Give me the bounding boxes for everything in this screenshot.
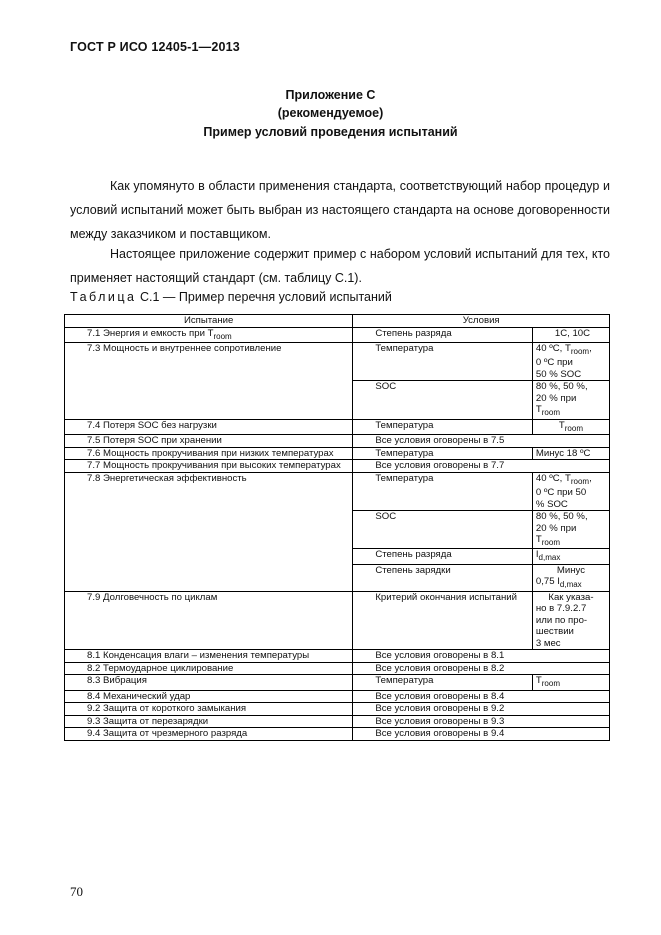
condition-cell: Критерий окончания испытаний [353, 591, 533, 650]
table-row [65, 728, 610, 741]
table-row [65, 419, 610, 434]
table-row [65, 690, 610, 703]
paragraph-1 [70, 174, 610, 246]
condition-cell: Все условия оговорены в 9.3 [353, 715, 610, 728]
condition-cell: Все условия оговорены в 7.7 [353, 460, 610, 473]
table-row [65, 650, 610, 663]
value-cell: 80 %, 50 %, 20 % при $T_{room}$ [532, 381, 609, 419]
condition-cell: Температура [353, 342, 533, 380]
test-cell: 8.2 Термоударное циклирование [65, 662, 353, 675]
test-cell: 8.3 Вибрация [65, 675, 353, 690]
condition-cell: SOC [353, 381, 533, 419]
condition-cell: Все условия оговорены в 9.2 [353, 703, 610, 716]
value-cell: Минус 0,75 $I_{d,max}$ [532, 564, 609, 591]
condition-cell: Все условия оговорены в 8.4 [353, 690, 610, 703]
appendix-title: Приложение С [285, 88, 376, 102]
table-row [65, 447, 610, 460]
test-cell: 7.1 Энергия и емкость при $T_{room}$ [65, 327, 353, 342]
appendix-name: Пример условий проведения испытаний [203, 125, 458, 139]
table-header-row [65, 315, 610, 328]
document-header: ГОСТ Р ИСО 12405-1—2013 [70, 40, 240, 54]
condition-cell: Температура [353, 419, 533, 434]
condition-cell: Все условия оговорены в 8.1 [353, 650, 610, 663]
appendix-status: (рекомендуемое) [277, 106, 384, 120]
paragraph-1-text: Как упомянуто в области применения стандарта, соответствующий набор процедур и условий испытаний может быть выбран из настоящего стандарта на основе договоренности между заказчиком и поставщиком. [70, 179, 610, 241]
table-row [65, 715, 610, 728]
test-cell: 9.2 Защита от короткого замыкания [65, 703, 353, 716]
table-row [65, 342, 610, 380]
value-cell: 1С, 10С [532, 327, 609, 342]
value-cell: $T_{room}$ [532, 419, 609, 434]
test-cell: 8.4 Механический удар [65, 690, 353, 703]
table-row [65, 591, 610, 650]
table-row [65, 327, 610, 342]
test-cell: 7.8 Энергетическая эффективность [65, 472, 353, 591]
test-cell: 8.1 Конденсация влаги – изменения температуры [65, 650, 353, 663]
condition-cell: SOC [353, 511, 533, 549]
condition-cell: Степень разряда [353, 549, 533, 564]
condition-cell: Степень зарядки [353, 564, 533, 591]
value-cell: Как указа- но в 7.9.2.7 или по про- шествии 3 мес [532, 591, 609, 650]
table-row [65, 675, 610, 690]
condition-cell: Все условия оговорены в 7.5 [353, 435, 610, 448]
test-cell: 7.4 Потеря SOC без нагрузки [65, 419, 353, 434]
condition-cell: Температура [353, 675, 533, 690]
condition-cell: Все условия оговорены в 8.2 [353, 662, 610, 675]
condition-cell: Все условия оговорены в 9.4 [353, 728, 610, 741]
test-conditions-table [64, 314, 610, 741]
test-cell: 7.3 Мощность и внутреннее сопротивление [65, 342, 353, 419]
table-row [65, 662, 610, 675]
value-cell: 80 %, 50 %, 20 % при $T_{room}$ [532, 511, 609, 549]
table-caption-prefix: Таблица [70, 290, 137, 304]
table-caption-text: С.1 — Пример перечня условий испытаний [136, 290, 392, 304]
test-cell: 9.4 Защита от чрезмерного разряда [65, 728, 353, 741]
value-cell: 40 ºС, $T_{room}$, 0 ºС при 50 % SOC [532, 472, 609, 510]
header-test: Испытание [65, 315, 353, 328]
test-cell: 7.5 Потеря SOC при хранении [65, 435, 353, 448]
test-cell: 7.7 Мощность прокручивания при высоких температурах [65, 460, 353, 473]
header-conditions: Условия [353, 315, 610, 328]
test-cell: 7.9 Долговечность по циклам [65, 591, 353, 650]
paragraph-2-text: Настоящее приложение содержит пример с набором условий испытаний для тех, кто применяет настоящий стандарт (см. таблицу С.1). [70, 247, 610, 285]
value-cell: 40 ºС, $T_{room}$, 0 ºС при 50 % SOC [532, 342, 609, 380]
table-row [65, 435, 610, 448]
value-cell: $I_{d,max}$ [532, 549, 609, 564]
condition-cell: Степень разряда [353, 327, 533, 342]
table-row [65, 460, 610, 473]
table-row [65, 472, 610, 510]
value-cell: Минус 18 ºС [532, 447, 609, 460]
page-number: 70 [70, 884, 83, 899]
condition-cell: Температура [353, 472, 533, 510]
table-caption [70, 290, 392, 304]
test-cell: 9.3 Защита от перезарядки [65, 715, 353, 728]
paragraph-2 [70, 242, 610, 290]
test-cell: 7.6 Мощность прокручивания при низких температурах [65, 447, 353, 460]
table-row [65, 703, 610, 716]
condition-cell: Температура [353, 447, 533, 460]
value-cell: $T_{room}$ [532, 675, 609, 690]
